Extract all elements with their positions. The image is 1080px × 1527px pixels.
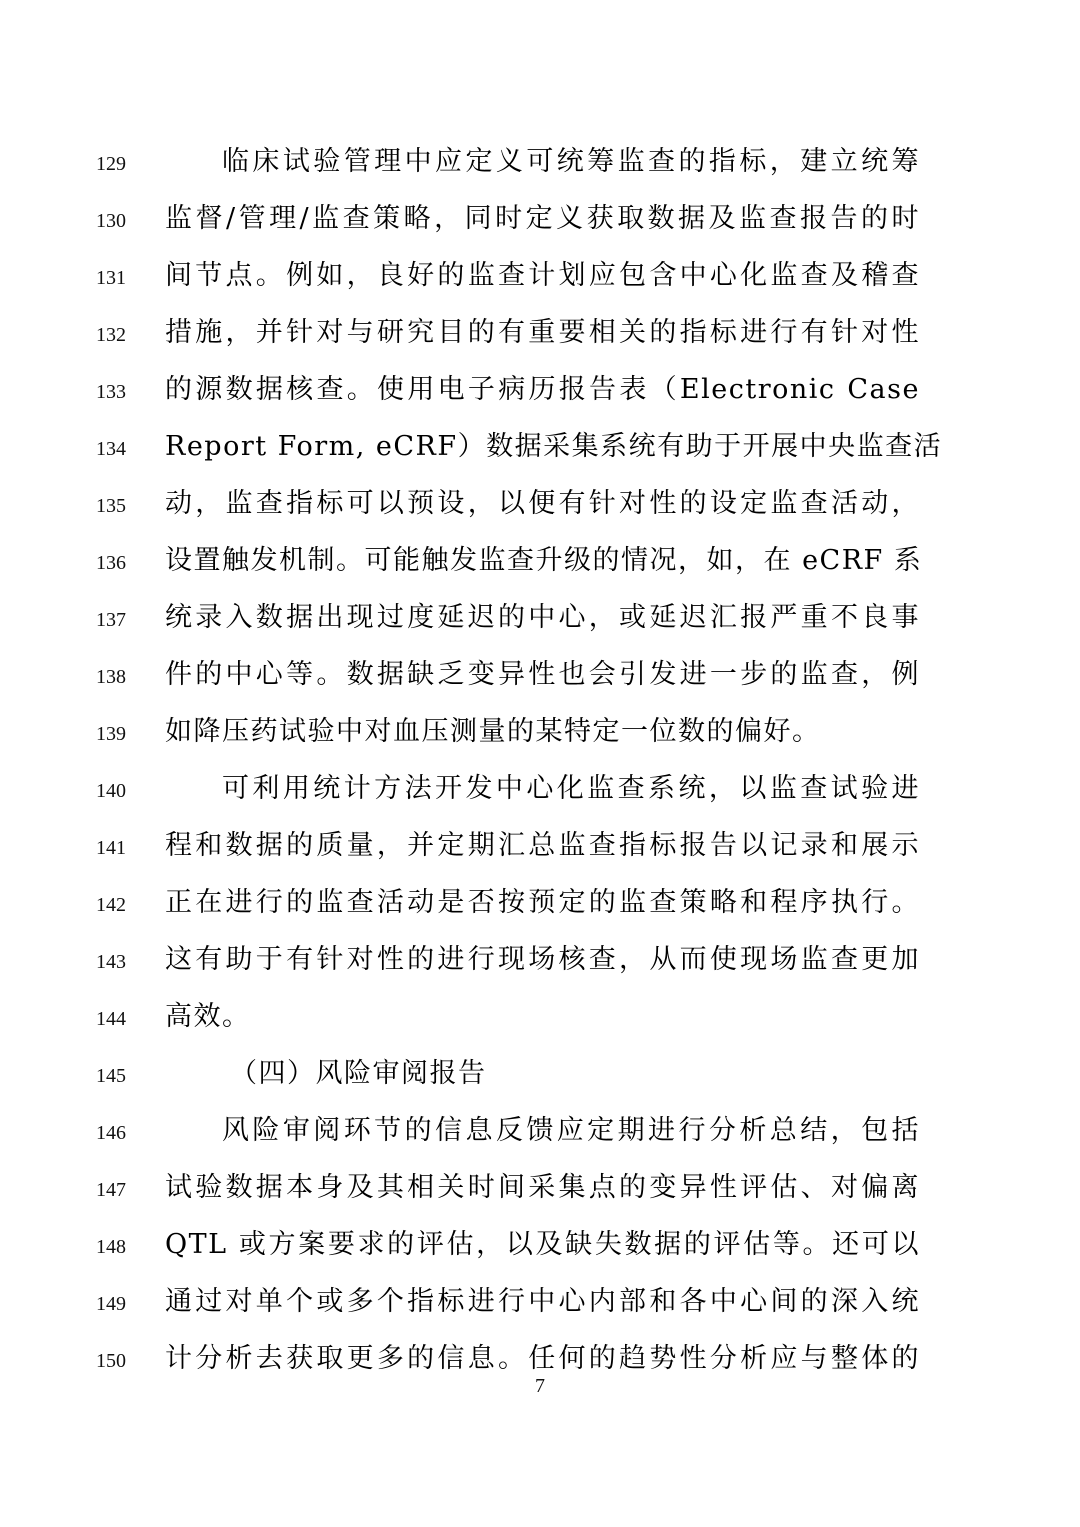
line-text: 可利用统计方法开发中心化监查系统，以监查试验进 bbox=[222, 773, 920, 804]
text-line bbox=[0, 193, 1080, 249]
section-heading-line bbox=[0, 1048, 1080, 1104]
text-line bbox=[0, 820, 1080, 876]
line-number: 129 bbox=[96, 153, 126, 175]
line-text: 设置触发机制。可能触发监查升级的情况，如，在 eCRF 系 bbox=[165, 545, 923, 576]
line-text: 这有助于有针对性的进行现场核查，从而使现场监查更加 bbox=[165, 944, 920, 975]
line-number: 135 bbox=[96, 495, 126, 517]
text-line bbox=[0, 250, 1080, 306]
text-line bbox=[0, 877, 1080, 933]
line-text: 间节点。例如，良好的监查计划应包含中心化监查及稽查 bbox=[165, 260, 920, 291]
line-text: 风险审阅环节的信息反馈应定期进行分析总结，包括 bbox=[222, 1115, 920, 1146]
line-number: 131 bbox=[96, 267, 126, 289]
text-line bbox=[0, 1219, 1080, 1275]
line-number: 145 bbox=[96, 1065, 126, 1087]
page-number: 7 bbox=[535, 1375, 545, 1397]
line-text: 统录入数据出现过度延迟的中心，或延迟汇报严重不良事 bbox=[165, 602, 920, 633]
text-line bbox=[0, 649, 1080, 705]
line-text: 程和数据的质量，并定期汇总监查指标报告以记录和展示 bbox=[165, 830, 920, 861]
text-line bbox=[0, 592, 1080, 648]
line-text: 监督/管理/监查策略，同时定义获取数据及监查报告的时 bbox=[165, 203, 920, 234]
line-text: 的源数据核查。使用电子病历报告表（Electronic Case bbox=[165, 374, 920, 405]
text-line bbox=[0, 307, 1080, 363]
line-text: QTL 或方案要求的评估，以及缺失数据的评估等。还可以 bbox=[165, 1229, 920, 1260]
line-text: 试验数据本身及其相关时间采集点的变异性评估、对偏离 bbox=[165, 1172, 920, 1203]
text-line bbox=[0, 136, 1080, 192]
line-number: 136 bbox=[96, 552, 126, 574]
text-line bbox=[0, 535, 1080, 591]
line-text: 计分析去获取更多的信息。任何的趋势性分析应与整体的 bbox=[165, 1343, 920, 1374]
line-text: 动，监查指标可以预设，以便有针对性的设定监查活动， bbox=[165, 488, 920, 519]
line-number: 139 bbox=[96, 723, 126, 745]
line-text: 如降压药试验中对血压测量的某特定一位数的偏好。 bbox=[165, 716, 821, 747]
text-line bbox=[0, 364, 1080, 420]
line-text: 临床试验管理中应定义可统筹监查的指标，建立统筹 bbox=[222, 146, 920, 177]
line-number: 144 bbox=[96, 1008, 126, 1030]
line-number: 143 bbox=[96, 951, 126, 973]
line-text: 正在进行的监查活动是否按预定的监查策略和程序执行。 bbox=[165, 887, 920, 918]
text-line bbox=[0, 934, 1080, 990]
line-number: 150 bbox=[96, 1350, 126, 1372]
line-number: 142 bbox=[96, 894, 126, 916]
line-number: 147 bbox=[96, 1179, 126, 1201]
line-text: 措施，并针对与研究目的有重要相关的指标进行有针对性 bbox=[165, 317, 920, 348]
line-number: 140 bbox=[96, 780, 126, 802]
section-heading: （四）风险审阅报告 bbox=[230, 1058, 487, 1089]
line-number: 146 bbox=[96, 1122, 126, 1144]
line-number: 132 bbox=[96, 324, 126, 346]
line-text: 通过对单个或多个指标进行中心内部和各中心间的深入统 bbox=[165, 1286, 920, 1317]
line-number: 148 bbox=[96, 1236, 126, 1258]
text-line bbox=[0, 706, 1080, 762]
line-number: 134 bbox=[96, 438, 126, 460]
line-number: 141 bbox=[96, 837, 126, 859]
line-text: Report Form, eCRF）数据采集系统有助于开展中央监查活 bbox=[165, 431, 943, 462]
line-number: 133 bbox=[96, 381, 126, 403]
text-line bbox=[0, 478, 1080, 534]
text-line bbox=[0, 1276, 1080, 1332]
text-line bbox=[0, 421, 1080, 477]
line-number: 149 bbox=[96, 1293, 126, 1315]
text-line bbox=[0, 991, 1080, 1047]
line-number: 130 bbox=[96, 210, 126, 232]
line-number: 138 bbox=[96, 666, 126, 688]
text-line bbox=[0, 763, 1080, 819]
line-number: 137 bbox=[96, 609, 126, 631]
line-text: 件的中心等。数据缺乏变异性也会引发进一步的监查，例 bbox=[165, 659, 920, 690]
text-line bbox=[0, 1105, 1080, 1161]
line-text: 高效。 bbox=[165, 1001, 251, 1032]
text-line bbox=[0, 1162, 1080, 1218]
